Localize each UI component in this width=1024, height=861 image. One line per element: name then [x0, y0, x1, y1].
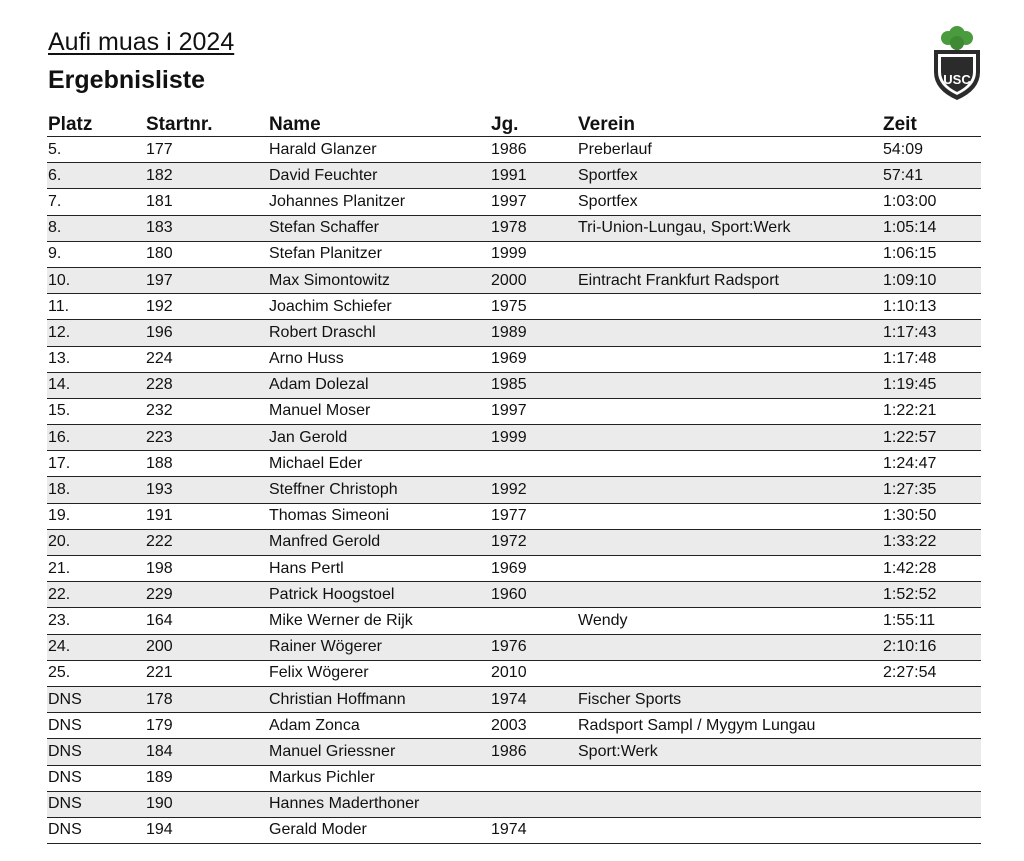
- cell-name: Adam Dolezal: [268, 372, 490, 398]
- cell-zeit: [882, 686, 981, 712]
- cell-platz: DNS: [47, 791, 145, 817]
- cell-jahrgang: 1969: [490, 346, 577, 372]
- cell-platz: 5.: [47, 137, 145, 163]
- cell-platz: 21.: [47, 556, 145, 582]
- cell-verein: Tri-Union-Lungau, Sport:Werk: [577, 215, 882, 241]
- cell-name: Gerald Moder: [268, 817, 490, 843]
- cell-zeit: 1:22:21: [882, 398, 981, 424]
- cell-platz: 16.: [47, 425, 145, 451]
- cell-name: Adam Zonca: [268, 713, 490, 739]
- cell-startnr: 222: [145, 529, 268, 555]
- cell-startnr: 184: [145, 739, 268, 765]
- cell-zeit: 1:33:22: [882, 529, 981, 555]
- column-header-platz: Platz: [47, 110, 145, 137]
- cell-verein: Wendy: [577, 608, 882, 634]
- cell-verein: Fischer Sports: [577, 686, 882, 712]
- cell-name: Robert Draschl: [268, 320, 490, 346]
- table-row: [47, 713, 981, 739]
- cell-zeit: [882, 817, 981, 843]
- cell-startnr: 164: [145, 608, 268, 634]
- cell-jahrgang: [490, 791, 577, 817]
- table-row: [47, 137, 981, 163]
- cell-startnr: 191: [145, 503, 268, 529]
- cell-startnr: 228: [145, 372, 268, 398]
- table-row: [47, 241, 981, 267]
- cell-platz: 24.: [47, 634, 145, 660]
- cell-name: Thomas Simeoni: [268, 503, 490, 529]
- cell-name: Stefan Planitzer: [268, 241, 490, 267]
- cell-name: Johannes Planitzer: [268, 189, 490, 215]
- cell-verein: [577, 398, 882, 424]
- club-logo: [928, 22, 986, 102]
- cell-jahrgang: 1976: [490, 634, 577, 660]
- cell-zeit: 1:24:47: [882, 451, 981, 477]
- cell-startnr: 223: [145, 425, 268, 451]
- cell-verein: Eintracht Frankfurt Radsport: [577, 267, 882, 293]
- cell-startnr: 221: [145, 660, 268, 686]
- cell-platz: 9.: [47, 241, 145, 267]
- cell-platz: 10.: [47, 267, 145, 293]
- cell-jahrgang: 1992: [490, 477, 577, 503]
- cell-jahrgang: [490, 765, 577, 791]
- table-row: [47, 215, 981, 241]
- cell-name: Rainer Wögerer: [268, 634, 490, 660]
- cell-zeit: 1:10:13: [882, 294, 981, 320]
- cell-startnr: 194: [145, 817, 268, 843]
- table-row: [47, 529, 981, 555]
- cell-startnr: 196: [145, 320, 268, 346]
- table-row: [47, 425, 981, 451]
- cell-startnr: 200: [145, 634, 268, 660]
- column-header-verein: Verein: [577, 110, 882, 137]
- cell-zeit: 1:27:35: [882, 477, 981, 503]
- cell-verein: Sportfex: [577, 163, 882, 189]
- results-table: [47, 110, 981, 844]
- cell-zeit: 1:55:11: [882, 608, 981, 634]
- cell-startnr: 182: [145, 163, 268, 189]
- cell-startnr: 232: [145, 398, 268, 424]
- table-header-row: [47, 110, 981, 137]
- cell-verein: [577, 529, 882, 555]
- cell-jahrgang: 1997: [490, 189, 577, 215]
- column-header-name: Name: [268, 110, 490, 137]
- table-row: [47, 267, 981, 293]
- cell-name: Mike Werner de Rijk: [268, 608, 490, 634]
- cell-startnr: 180: [145, 241, 268, 267]
- cell-name: Patrick Hoogstoel: [268, 582, 490, 608]
- table-row: [47, 686, 981, 712]
- cell-verein: [577, 346, 882, 372]
- cell-verein: [577, 582, 882, 608]
- cell-name: David Feuchter: [268, 163, 490, 189]
- cell-zeit: 57:41: [882, 163, 981, 189]
- cell-startnr: 188: [145, 451, 268, 477]
- cell-name: Jan Gerold: [268, 425, 490, 451]
- table-row: [47, 556, 981, 582]
- cell-platz: 11.: [47, 294, 145, 320]
- cell-platz: DNS: [47, 817, 145, 843]
- cell-jahrgang: 2003: [490, 713, 577, 739]
- cell-verein: [577, 294, 882, 320]
- cell-startnr: 198: [145, 556, 268, 582]
- cell-jahrgang: [490, 451, 577, 477]
- cell-startnr: 229: [145, 582, 268, 608]
- cell-startnr: 183: [145, 215, 268, 241]
- cell-zeit: 1:09:10: [882, 267, 981, 293]
- cell-jahrgang: 1999: [490, 241, 577, 267]
- page-subtitle: Ergebnisliste: [48, 66, 205, 94]
- cell-zeit: 54:09: [882, 137, 981, 163]
- cell-startnr: 224: [145, 346, 268, 372]
- table-row: [47, 608, 981, 634]
- column-header-zeit: Zeit: [882, 110, 981, 137]
- cell-platz: 14.: [47, 372, 145, 398]
- cell-name: Max Simontowitz: [268, 267, 490, 293]
- cell-jahrgang: 1991: [490, 163, 577, 189]
- cell-verein: [577, 241, 882, 267]
- cell-zeit: 1:22:57: [882, 425, 981, 451]
- cell-jahrgang: 1977: [490, 503, 577, 529]
- cell-name: Steffner Christoph: [268, 477, 490, 503]
- cell-jahrgang: 2000: [490, 267, 577, 293]
- table-row: [47, 372, 981, 398]
- cell-platz: 12.: [47, 320, 145, 346]
- table-row: [47, 320, 981, 346]
- cell-jahrgang: 1972: [490, 529, 577, 555]
- table-row: [47, 451, 981, 477]
- cell-jahrgang: 1960: [490, 582, 577, 608]
- cell-platz: 13.: [47, 346, 145, 372]
- cell-jahrgang: 1986: [490, 739, 577, 765]
- table-row: [47, 582, 981, 608]
- cell-zeit: 1:17:48: [882, 346, 981, 372]
- cell-jahrgang: 1986: [490, 137, 577, 163]
- column-header-jahrgang: Jg.: [490, 110, 577, 137]
- cell-startnr: 179: [145, 713, 268, 739]
- column-header-startnr: Startnr.: [145, 110, 268, 137]
- cell-name: Michael Eder: [268, 451, 490, 477]
- cell-verein: [577, 556, 882, 582]
- cell-platz: 15.: [47, 398, 145, 424]
- table-row: [47, 294, 981, 320]
- table-row: [47, 634, 981, 660]
- table-body: [47, 137, 981, 844]
- cell-verein: [577, 634, 882, 660]
- cell-verein: [577, 451, 882, 477]
- cell-verein: Sportfex: [577, 189, 882, 215]
- table-row: [47, 503, 981, 529]
- cell-zeit: 1:17:43: [882, 320, 981, 346]
- cell-zeit: [882, 791, 981, 817]
- table-row: [47, 189, 981, 215]
- cell-verein: [577, 660, 882, 686]
- cell-zeit: [882, 739, 981, 765]
- cell-jahrgang: 1997: [490, 398, 577, 424]
- cell-verein: Radsport Sampl / Mygym Lungau: [577, 713, 882, 739]
- cell-jahrgang: [490, 608, 577, 634]
- cell-zeit: 1:05:14: [882, 215, 981, 241]
- cell-platz: 19.: [47, 503, 145, 529]
- cell-jahrgang: 1989: [490, 320, 577, 346]
- cell-verein: [577, 765, 882, 791]
- table-row: [47, 398, 981, 424]
- cell-verein: [577, 320, 882, 346]
- cell-name: Markus Pichler: [268, 765, 490, 791]
- cell-zeit: 1:52:52: [882, 582, 981, 608]
- cell-jahrgang: 1985: [490, 372, 577, 398]
- cell-jahrgang: 2010: [490, 660, 577, 686]
- cell-name: Hannes Maderthoner: [268, 791, 490, 817]
- cell-name: Manfred Gerold: [268, 529, 490, 555]
- cell-verein: [577, 817, 882, 843]
- cell-platz: 7.: [47, 189, 145, 215]
- table-row: [47, 765, 981, 791]
- cell-zeit: 2:27:54: [882, 660, 981, 686]
- page-title: Aufi muas i 2024: [48, 28, 235, 56]
- cell-platz: 20.: [47, 529, 145, 555]
- cell-name: Manuel Griessner: [268, 739, 490, 765]
- table-row: [47, 346, 981, 372]
- cell-verein: [577, 791, 882, 817]
- cell-zeit: 1:19:45: [882, 372, 981, 398]
- cell-name: Stefan Schaffer: [268, 215, 490, 241]
- cell-name: Manuel Moser: [268, 398, 490, 424]
- cell-platz: DNS: [47, 686, 145, 712]
- cell-zeit: 2:10:16: [882, 634, 981, 660]
- cell-startnr: 178: [145, 686, 268, 712]
- cell-startnr: 193: [145, 477, 268, 503]
- cell-verein: [577, 477, 882, 503]
- logo-text: USC: [943, 72, 971, 87]
- cell-startnr: 192: [145, 294, 268, 320]
- table-row: [47, 163, 981, 189]
- cell-startnr: 181: [145, 189, 268, 215]
- cell-zeit: 1:03:00: [882, 189, 981, 215]
- cell-verein: Sport:Werk: [577, 739, 882, 765]
- cell-platz: 8.: [47, 215, 145, 241]
- cell-zeit: [882, 713, 981, 739]
- cell-platz: DNS: [47, 739, 145, 765]
- cell-jahrgang: 1975: [490, 294, 577, 320]
- cell-platz: 18.: [47, 477, 145, 503]
- cell-startnr: 177: [145, 137, 268, 163]
- cell-zeit: 1:30:50: [882, 503, 981, 529]
- table-row: [47, 477, 981, 503]
- tree-icon: [941, 26, 973, 52]
- cell-startnr: 197: [145, 267, 268, 293]
- cell-zeit: 1:42:28: [882, 556, 981, 582]
- cell-platz: 17.: [47, 451, 145, 477]
- cell-jahrgang: 1974: [490, 686, 577, 712]
- table-row: [47, 660, 981, 686]
- cell-name: Joachim Schiefer: [268, 294, 490, 320]
- cell-name: Christian Hoffmann: [268, 686, 490, 712]
- cell-platz: 22.: [47, 582, 145, 608]
- cell-zeit: 1:06:15: [882, 241, 981, 267]
- cell-platz: DNS: [47, 713, 145, 739]
- cell-platz: 25.: [47, 660, 145, 686]
- table-row: [47, 817, 981, 843]
- cell-name: Harald Glanzer: [268, 137, 490, 163]
- cell-verein: [577, 372, 882, 398]
- cell-startnr: 189: [145, 765, 268, 791]
- cell-platz: 6.: [47, 163, 145, 189]
- cell-startnr: 190: [145, 791, 268, 817]
- table-row: [47, 739, 981, 765]
- cell-verein: [577, 425, 882, 451]
- cell-zeit: [882, 765, 981, 791]
- cell-name: Hans Pertl: [268, 556, 490, 582]
- cell-platz: 23.: [47, 608, 145, 634]
- cell-verein: [577, 503, 882, 529]
- cell-platz: DNS: [47, 765, 145, 791]
- cell-jahrgang: 1974: [490, 817, 577, 843]
- cell-jahrgang: 1978: [490, 215, 577, 241]
- cell-jahrgang: 1969: [490, 556, 577, 582]
- cell-verein: Preberlauf: [577, 137, 882, 163]
- table-row: [47, 791, 981, 817]
- cell-jahrgang: 1999: [490, 425, 577, 451]
- cell-name: Arno Huss: [268, 346, 490, 372]
- cell-name: Felix Wögerer: [268, 660, 490, 686]
